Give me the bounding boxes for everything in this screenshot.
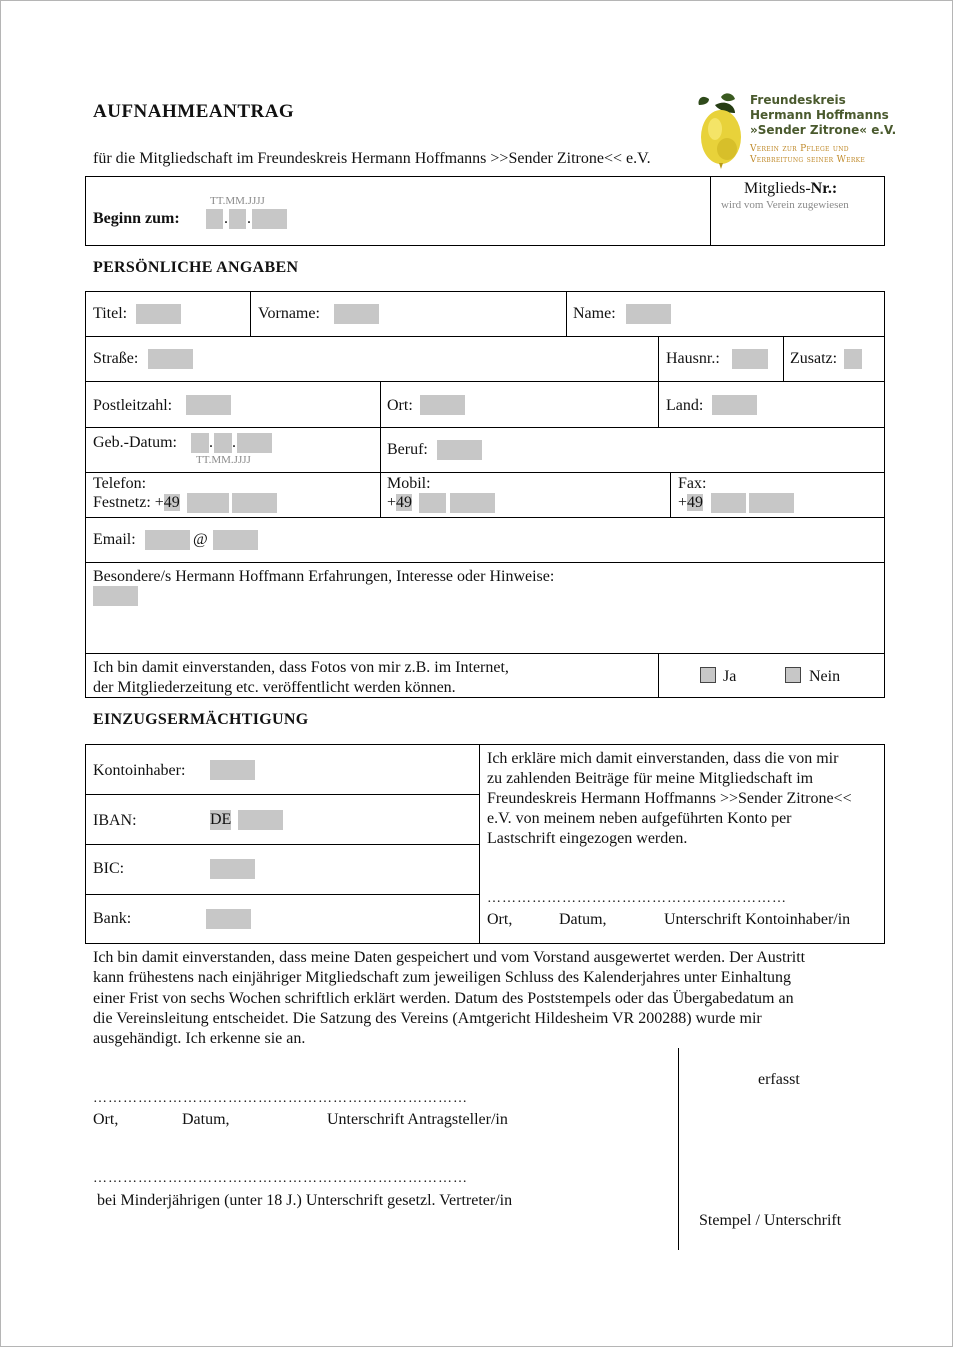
email-domain-field[interactable] xyxy=(213,530,258,550)
besondere-label: Besondere/s Hermann Hoffmann Erfahrungen, Interesse oder Hinweise: xyxy=(93,568,555,585)
ort-field[interactable] xyxy=(420,395,465,415)
strasse-label: Straße: xyxy=(93,350,139,367)
logo-sub-1: Verein zur Pflege und xyxy=(750,144,849,154)
sepa-consent-line-2: zu zahlenden Beiträge für meine Mitgliedschaft im xyxy=(487,770,814,787)
footer-para-line-5: ausgehändigt. Ich erkenne sie an. xyxy=(93,1030,306,1047)
beginn-label: Beginn zum: xyxy=(93,210,180,227)
personal-heading: PERSÖNLICHE ANGABEN xyxy=(93,259,299,276)
plus-sign: + xyxy=(154,494,164,511)
email-label: Email: xyxy=(93,531,136,548)
sepa-consent-line-1: Ich erkläre mich damit einverstanden, dass die von mir xyxy=(487,750,839,767)
row-line xyxy=(85,562,885,563)
footer-para-line-3: einer Frist von sechs Wochen schriftlich erklärt werden. Datum des Poststempels oder das Übergabedatum an xyxy=(93,990,794,1007)
hausnr-field[interactable] xyxy=(732,349,768,369)
besondere-field[interactable] xyxy=(93,586,138,606)
bank-field[interactable] xyxy=(206,909,251,929)
beginn-year-field[interactable] xyxy=(252,209,287,229)
col-line xyxy=(380,381,381,517)
zusatz-label: Zusatz: xyxy=(790,350,838,367)
geb-hint: TT.MM.JJJJ xyxy=(196,454,251,466)
divider xyxy=(710,176,711,246)
festnetz-area-field[interactable] xyxy=(187,493,229,513)
sepa-heading: EINZUGSERMÄCHTIGUNG xyxy=(93,711,309,728)
beginn-day-field[interactable] xyxy=(206,209,223,229)
col-line xyxy=(658,653,659,698)
date-separator: . xyxy=(232,434,236,451)
geb-day-field[interactable] xyxy=(191,433,209,453)
fax-code xyxy=(678,493,703,513)
member-no-label xyxy=(744,179,837,199)
footer-para-line-1: Ich bin damit einverstanden, dass meine Daten gespeichert und vom Vorstand ausgewertet werden. Der Austritt xyxy=(93,949,806,966)
row-line xyxy=(85,794,480,795)
nein-checkbox[interactable] xyxy=(785,667,801,683)
page-subtitle: für die Mitgliedschaft im Freundeskreis Hermann Hoffmanns >>Sender Zitrone<< e.V. xyxy=(93,150,651,167)
col-line xyxy=(670,472,671,517)
vorname-label: Vorname: xyxy=(258,305,320,322)
date-separator: . xyxy=(224,210,228,227)
plz-label: Postleitzahl: xyxy=(93,397,173,414)
festnetz-number-field[interactable] xyxy=(232,493,277,513)
row-line xyxy=(85,336,885,337)
guardian-signature-line: ………………………………………………………………… xyxy=(93,1171,468,1186)
member-no-label-b: Nr.: xyxy=(810,180,838,197)
fax-area-field[interactable] xyxy=(711,493,746,513)
plus-sign: + xyxy=(387,494,397,511)
geb-year-field[interactable] xyxy=(237,433,272,453)
titel-label: Titel: xyxy=(93,305,128,322)
office-divider xyxy=(678,1048,679,1250)
fax-label: Fax: xyxy=(678,475,707,492)
email-user-field[interactable] xyxy=(145,530,190,550)
row-line xyxy=(85,844,480,845)
col-line xyxy=(658,381,659,427)
sepa-consent-line-4: e.V. von meinem neben aufgeführten Konto per xyxy=(487,810,792,827)
sepa-consent-line-5: Lastschrift eingezogen werden. xyxy=(487,830,688,847)
row-line xyxy=(85,472,885,473)
fax-country-code: 49 xyxy=(687,494,704,511)
col-line xyxy=(783,336,784,381)
logo-line-1: Freundeskreis xyxy=(750,93,846,107)
logo-sub-2: Verbreitung seiner Werke xyxy=(750,155,866,165)
sepa-consent-line-3: Freundeskreis Hermann Hoffmanns >>Sender Zitrone<< xyxy=(487,790,852,807)
kontoinhaber-field[interactable] xyxy=(210,760,255,780)
mobil-country-code: 49 xyxy=(396,494,413,511)
festnetz-text: Festnetz: xyxy=(93,494,151,511)
land-label: Land: xyxy=(666,397,704,414)
plz-field[interactable] xyxy=(186,395,231,415)
mobil-label: Mobil: xyxy=(387,475,431,492)
festnetz-label xyxy=(93,493,180,513)
telefon-label: Telefon: xyxy=(93,475,147,492)
logo-line-2: Hermann Hoffmanns xyxy=(750,108,889,122)
iban-label: IBAN: xyxy=(93,812,137,829)
col-line xyxy=(566,291,567,336)
beruf-field[interactable] xyxy=(437,440,482,460)
logo-line-3: »Sender Zitrone« e.V. xyxy=(750,123,897,137)
beginn-hint: TT.MM.JJJJ xyxy=(210,195,265,207)
bic-field[interactable] xyxy=(210,859,255,879)
titel-field[interactable] xyxy=(136,304,181,324)
row-line xyxy=(85,427,885,428)
bank-label: Bank: xyxy=(93,910,132,927)
row-line xyxy=(85,517,885,518)
plus-sign: + xyxy=(678,494,688,511)
col-line xyxy=(658,336,659,381)
footer-ort: Ort, xyxy=(93,1111,119,1128)
footer-para-line-2: kann frühestens nach einjähriger Mitgliedschaft zum jeweiligen Schluss des Kalenderjahres unter Einhaltung xyxy=(93,969,792,986)
festnetz-country-code: 49 xyxy=(163,494,180,511)
footer-datum: Datum, xyxy=(182,1111,230,1128)
iban-field[interactable] xyxy=(238,810,283,830)
iban-prefix: DE xyxy=(210,811,232,828)
guardian-label: bei Minderjährigen (unter 18 J.) Unterschrift gesetzl. Vertreter/in xyxy=(97,1192,513,1209)
row-line xyxy=(85,653,885,654)
sepa-signature-line: …………………………………………………… xyxy=(487,891,787,906)
bic-label: BIC: xyxy=(93,860,125,877)
geb-month-field[interactable] xyxy=(214,433,232,453)
ort-label: Ort: xyxy=(387,397,413,414)
zusatz-field[interactable] xyxy=(844,349,862,369)
land-field[interactable] xyxy=(712,395,757,415)
member-no-note: wird vom Verein zugewiesen xyxy=(721,199,849,211)
row-line xyxy=(85,381,885,382)
page-title: AUFNAHMEANTRAG xyxy=(93,101,295,122)
erfasst-label: erfasst xyxy=(758,1071,800,1088)
name-field[interactable] xyxy=(626,304,671,324)
fax-number-field[interactable] xyxy=(749,493,794,513)
sepa-ort: Ort, xyxy=(487,911,513,928)
beginn-month-field[interactable] xyxy=(229,209,246,229)
date-separator: . xyxy=(209,434,213,451)
foto-consent-line-2: der Mitgliederzeitung etc. veröffentlicht werden können. xyxy=(93,679,456,696)
sepa-unterschrift: Unterschrift Kontoinhaber/in xyxy=(664,911,851,928)
hausnr-label: Hausnr.: xyxy=(666,350,720,367)
col-line xyxy=(250,291,251,336)
row-line xyxy=(85,894,480,895)
name-label: Name: xyxy=(573,305,616,322)
date-separator: . xyxy=(247,210,251,227)
vorname-field[interactable] xyxy=(334,304,379,324)
stempel-label: Stempel / Unterschrift xyxy=(699,1212,842,1229)
ja-label: Ja xyxy=(723,668,737,685)
foto-consent-line-1: Ich bin damit einverstanden, dass Fotos von mir z.B. im Internet, xyxy=(93,659,509,676)
kontoinhaber-label: Kontoinhaber: xyxy=(93,762,186,779)
member-no-label-a: Mitglieds- xyxy=(744,180,811,197)
footer-unterschrift: Unterschrift Antragsteller/in xyxy=(327,1111,508,1128)
mobil-prefix-field[interactable] xyxy=(419,493,446,513)
geb-label: Geb.-Datum: xyxy=(93,434,177,451)
nein-label: Nein xyxy=(809,668,841,685)
beruf-label: Beruf: xyxy=(387,441,428,458)
mobil-number-field[interactable] xyxy=(450,493,495,513)
mobil-code xyxy=(387,493,412,513)
strasse-field[interactable] xyxy=(148,349,193,369)
ja-checkbox[interactable] xyxy=(700,667,716,683)
at-sign: @ xyxy=(193,531,208,548)
footer-para-line-4: die Vereinsleitung entscheidet. Die Satzung des Vereins (Amtgericht Hildesheim VR 200288) wurde mir xyxy=(93,1010,762,1027)
lemon-icon xyxy=(695,91,745,169)
sepa-datum: Datum, xyxy=(559,911,607,928)
applicant-signature-line: ………………………………………………………………… xyxy=(93,1091,468,1106)
